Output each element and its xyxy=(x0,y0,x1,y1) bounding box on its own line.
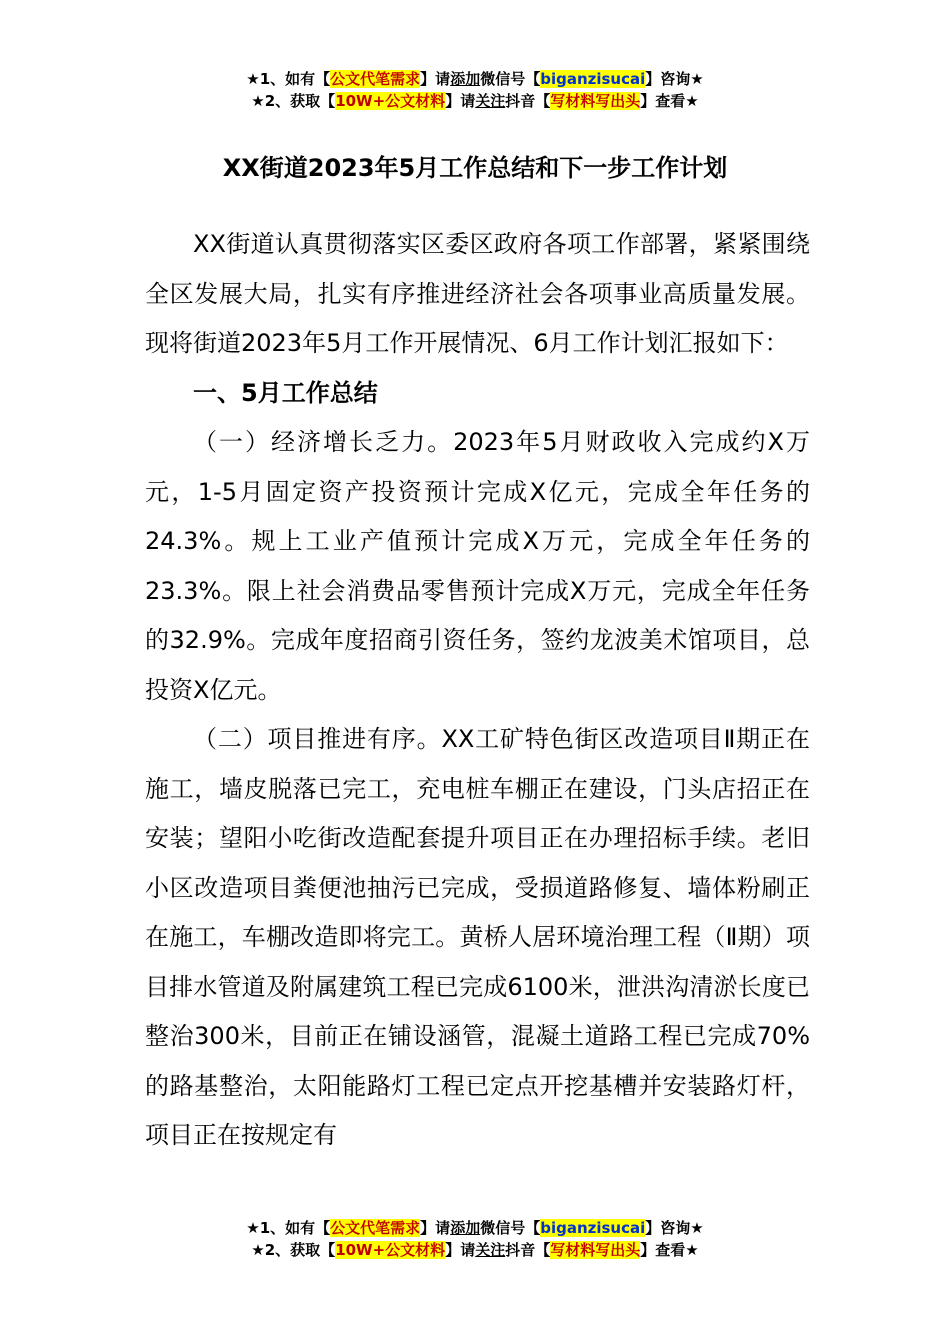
intro-paragraph: XX街道认真贯彻落实区委区政府各项工作部署，紧紧围绕全区发展大局，扎实有序推进经济社会各项事业高质量发展。现将街道2023年5月工作开展情况、6月工作计划汇报如下： xyxy=(145,230,810,357)
banner-text: ★1、如有【 xyxy=(246,70,331,88)
banner-text: 】请 xyxy=(445,1241,476,1259)
banner-underline: 添加 xyxy=(450,70,481,88)
banner-text: 】查看★ xyxy=(640,92,699,110)
banner-highlight: 写材料写出头 xyxy=(550,92,641,110)
banner-text: 微信号【 xyxy=(480,1219,541,1237)
section-heading: 一、5月工作总结 xyxy=(193,378,378,407)
banner-text: ★2、获取【 xyxy=(251,1241,336,1259)
document-title: XX街道2023年5月工作总结和下一步工作计划 xyxy=(222,154,728,182)
banner-text: 】查看★ xyxy=(640,1241,699,1259)
banner-highlight: 公文代笔需求 xyxy=(330,1219,421,1237)
header-banner xyxy=(0,68,950,112)
banner-text: 】请 xyxy=(420,1219,451,1237)
banner-underline: 关注 xyxy=(475,1241,506,1259)
document-body xyxy=(145,220,810,1161)
banner-line-2 xyxy=(0,90,950,112)
banner-line-2 xyxy=(0,1239,950,1261)
banner-line-1 xyxy=(0,1217,950,1239)
banner-text: 】咨询★ xyxy=(645,1219,704,1237)
paragraph-projects: （二）项目推进有序。XX工矿特色街区改造项目Ⅱ期正在施工，墙皮脱落已完工，充电桩车棚正在建设，门头店招正在安装；望阳小吃街改造配套提升项目正在办理招标手续。老旧小区改造项目粪便池抽污已完成，受损道路修复、墙体粉刷正在施工，车棚改造即将完工。黄桥人居环境治理工程（Ⅱ期）项目排水管道及附属建筑工程已完成6100米，泄洪沟清淤长度已整治300米，目前正在铺设涵管，混凝土道路工程已完成70%的路基整治，太阳能路灯工程已定点开挖基槽并安装路灯杆，项目正在按规定有 xyxy=(145,725,810,1149)
banner-highlight: biganzisucai xyxy=(540,70,646,88)
banner-underline: 关注 xyxy=(475,92,506,110)
banner-highlight: 10W+公文材料 xyxy=(335,1241,446,1259)
banner-highlight: 10W+公文材料 xyxy=(335,92,446,110)
banner-highlight: 公文代笔需求 xyxy=(330,70,421,88)
banner-text: 抖音【 xyxy=(505,92,551,110)
paragraph-economy: （一）经济增长乏力。2023年5月财政收入完成约X万元，1-5月固定资产投资预计完成X亿元，完成全年任务的24.3%。规上工业产值预计完成X万元，完成全年任务的23.3%。限上社会消费品零售预计完成X万元，完成全年任务的32.9%。完成年度招商引资任务，签约龙波美术馆项目，总投资X亿元。 xyxy=(145,428,810,704)
banner-text: 抖音【 xyxy=(505,1241,551,1259)
banner-text: ★1、如有【 xyxy=(246,1219,331,1237)
banner-underline: 添加 xyxy=(450,1219,481,1237)
banner-text: ★2、获取【 xyxy=(251,92,336,110)
footer-banner xyxy=(0,1217,950,1261)
banner-text: 】请 xyxy=(420,70,451,88)
banner-text: 】请 xyxy=(445,92,476,110)
banner-highlight: biganzisucai xyxy=(540,1219,646,1237)
banner-highlight: 写材料写出头 xyxy=(550,1241,641,1259)
banner-text: 】咨询★ xyxy=(645,70,704,88)
banner-text: 微信号【 xyxy=(480,70,541,88)
banner-line-1 xyxy=(0,68,950,90)
